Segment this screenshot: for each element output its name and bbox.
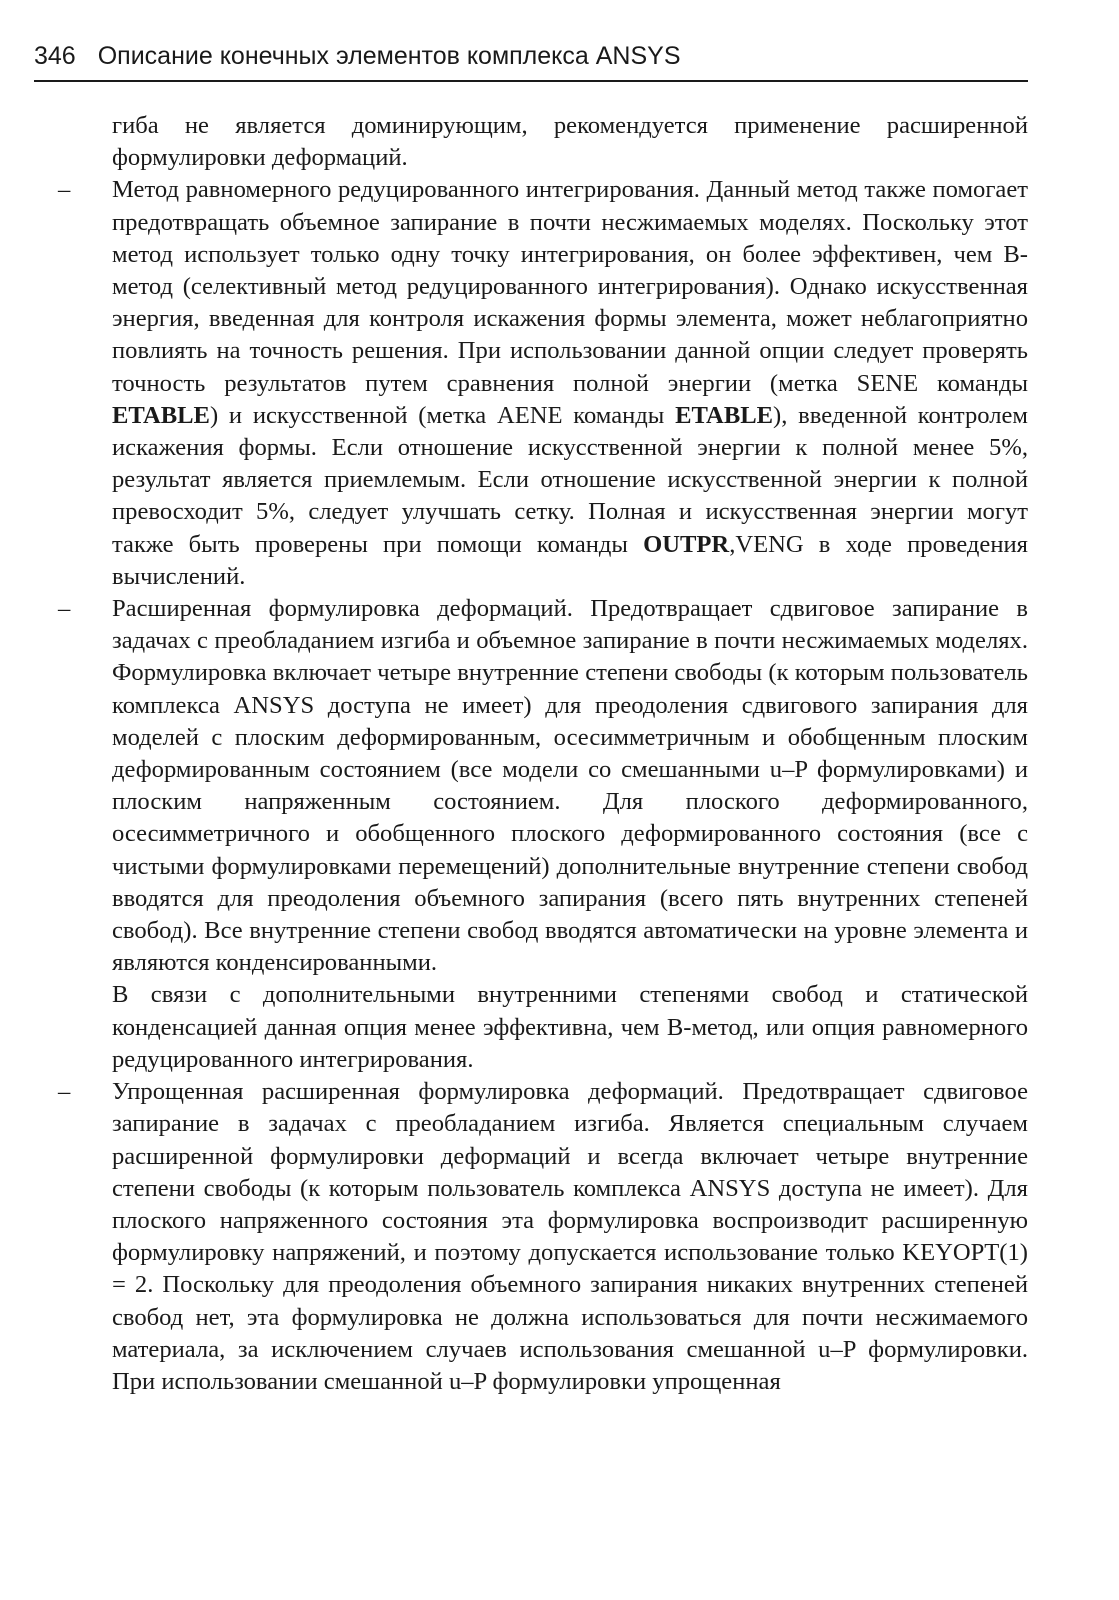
command-etable: ETABLE (675, 401, 774, 429)
enhanced-strain-note: В связи с дополнительными внутренними степенями свобод и статической конденсацией данная опция менее эффективна, чем B-метод, или опция равномерного редуцированного интегрирования. (112, 981, 1028, 1073)
command-etable: ETABLE (112, 401, 210, 429)
item-text: ), введенной контролем искажения формы. Если отношение искусственной энергии к полной менее 5%, результат является приемлемым. Если отношение искусственной энергии к полной превосходит 5%, следует улучшать сетку. Полная и искусственная энергии могут также быть проверены при помощи команды (112, 401, 1028, 558)
intro-paragraph: гиба не является доминирующим, рекомендуется применение расширенной формулировки деформаций. (112, 112, 1028, 172)
page-body (34, 110, 1028, 1398)
command-outpr: OUTPR (643, 530, 730, 558)
header-rule (34, 80, 1028, 82)
list-dash: – (58, 176, 71, 204)
item-text: Расширенная формулировка деформаций. Предотвращает сдвиговое запирание в задачах с преобладанием изгиба и объемное запирание в почти несжимаемых моделях. Формулировка включает четыре внутренние степени свободы (к которым пользователь комплекса ANSYS доступа не имеет) для преодоления сдвигового запирания для моделей с плоским деформированным, осесимметричным и обобщенным плоским деформированным состоянием (все модели со смешанными u–P формулировками) и плоским напряженным состоянием. Для плоского деформированного, осесимметричного и обобщенного плоского деформированного состояния (все с чистыми формулировками перемещений) дополнительные внутренние степени свобод вводятся для преодоления объемного запирания (всего пять внутренних степеней свобод). Все внутренние степени свобод вводятся автоматически на уровне элемента и являются конденсированными. (112, 595, 1028, 977)
list-dash: – (58, 1078, 71, 1106)
item-text: ,VENG в ходе проведения вычислений. (112, 530, 1028, 590)
list-item-simplified-enhanced-strain (58, 1076, 1028, 1398)
list-item-enhanced-strain (58, 593, 1028, 979)
page-header (34, 36, 1028, 80)
item-text: Метод равномерного редуцированного интегрирования. Данный метод также помогает предотвращать объемное запирание в почти несжимаемых моделях. Поскольку этот метод использует только одну точку интегрирования, он более эффективен, чем B-метод (селективный метод редуцированного интегрирования). Однако искусственная энергия, введенная для контроля искажения формы элемента, может неблагоприятно повлиять на точность решения. При использовании данной опции следует проверять точность результатов путем сравнения полной энергии (метка SENE команды (112, 176, 1028, 397)
item-text: ) и искусственной (метка AENE команды (209, 401, 676, 429)
page-number: 346 (34, 42, 76, 70)
list-dash: – (58, 595, 71, 623)
item-text: Упрощенная расширенная формулировка деформаций. Предотвращает сдвиговое запирание в задачах с преобладанием изгиба. Является специальным случаем расширенной формулировки деформаций и всегда включает четыре внутренние степени свободы (к которым пользователь комплекса ANSYS доступа не имеет). Для плоского напряженного состояния эта формулировка воспроизводит расширенную формулировку напряжений, и поэтому допускается использование только KEYOPT(1) = 2. Поскольку для преодоления объемного запирания никаких внутренних степеней свобод нет, эта формулировка не должна использоваться для почти несжимаемого материала, за исключением случаев использования смешанной u–P формулировки. При использовании смешанной u–P формулировки упрощенная (112, 1078, 1028, 1395)
list-item-uniform-reduced-integration (58, 174, 1028, 593)
running-title: Описание конечных элементов комплекса ANSYS (97, 42, 681, 70)
